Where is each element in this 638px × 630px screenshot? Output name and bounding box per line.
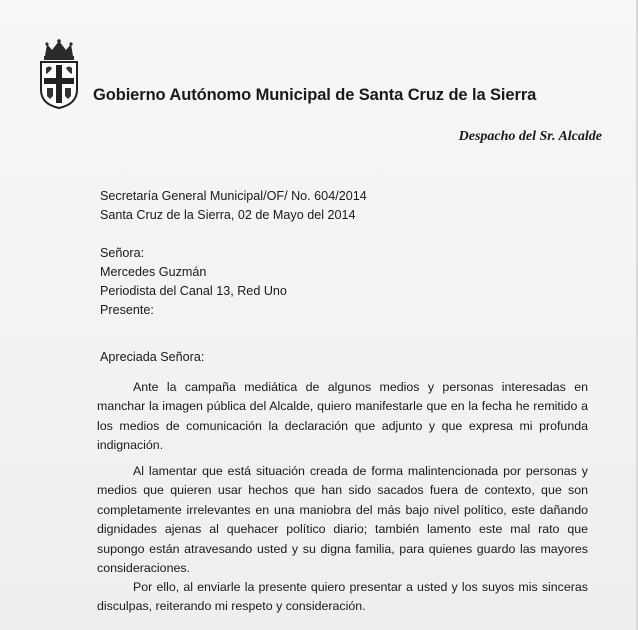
place-date: Santa Cruz de la Sierra, 02 de Mayo del 2014 <box>100 208 356 222</box>
coat-of-arms-icon <box>37 38 81 110</box>
body-paragraph-1 <box>97 378 588 456</box>
body-paragraph-2-text: Al lamentar que está situación creada de forma malintencionada por personas y medios que quieren usar hechos que han sido sacados fuera de contexto, que son completamente irrelevantes en una maniobra del más bajo nivel político, este dañando dignidades ajenas al quehacer político diario; también lamento este mal rato que supongo están atravesando usted y su digna familia, para quienes guardo las mayores consideraciones. <box>97 464 588 576</box>
recipient-name: Mercedes Guzmán <box>100 265 207 279</box>
body-paragraph-3-text: Por ello, al enviarle la presente quiero presentar a usted y los suyos mis sinceras disculpas, reiterando mi respeto y consideración. <box>97 580 588 614</box>
organization-title: Gobierno Autónomo Municipal de Santa Cruz de la Sierra <box>93 86 537 104</box>
salutation: Apreciada Señora: <box>100 350 205 364</box>
body-paragraph-1-text: Ante la campaña mediática de algunos medios y personas interesadas en manchar la imagen pública del Alcalde, quiero manifestarle que en la fecha he remitido a los medios de comunicación la declaración que adjunto y que expresa mi profunda indignación. <box>97 380 588 453</box>
body-paragraph-3 <box>97 578 588 617</box>
recipient-title: Señora: <box>100 246 145 260</box>
body-paragraph-2 <box>97 462 588 578</box>
recipient-presente: Presente: <box>100 303 154 317</box>
office-title: Despacho del Sr. Alcalde <box>458 129 602 144</box>
recipient-position: Periodista del Canal 13, Red Uno <box>100 284 287 298</box>
reference-number: Secretaría General Municipal/OF/ No. 604/2014 <box>100 189 367 203</box>
